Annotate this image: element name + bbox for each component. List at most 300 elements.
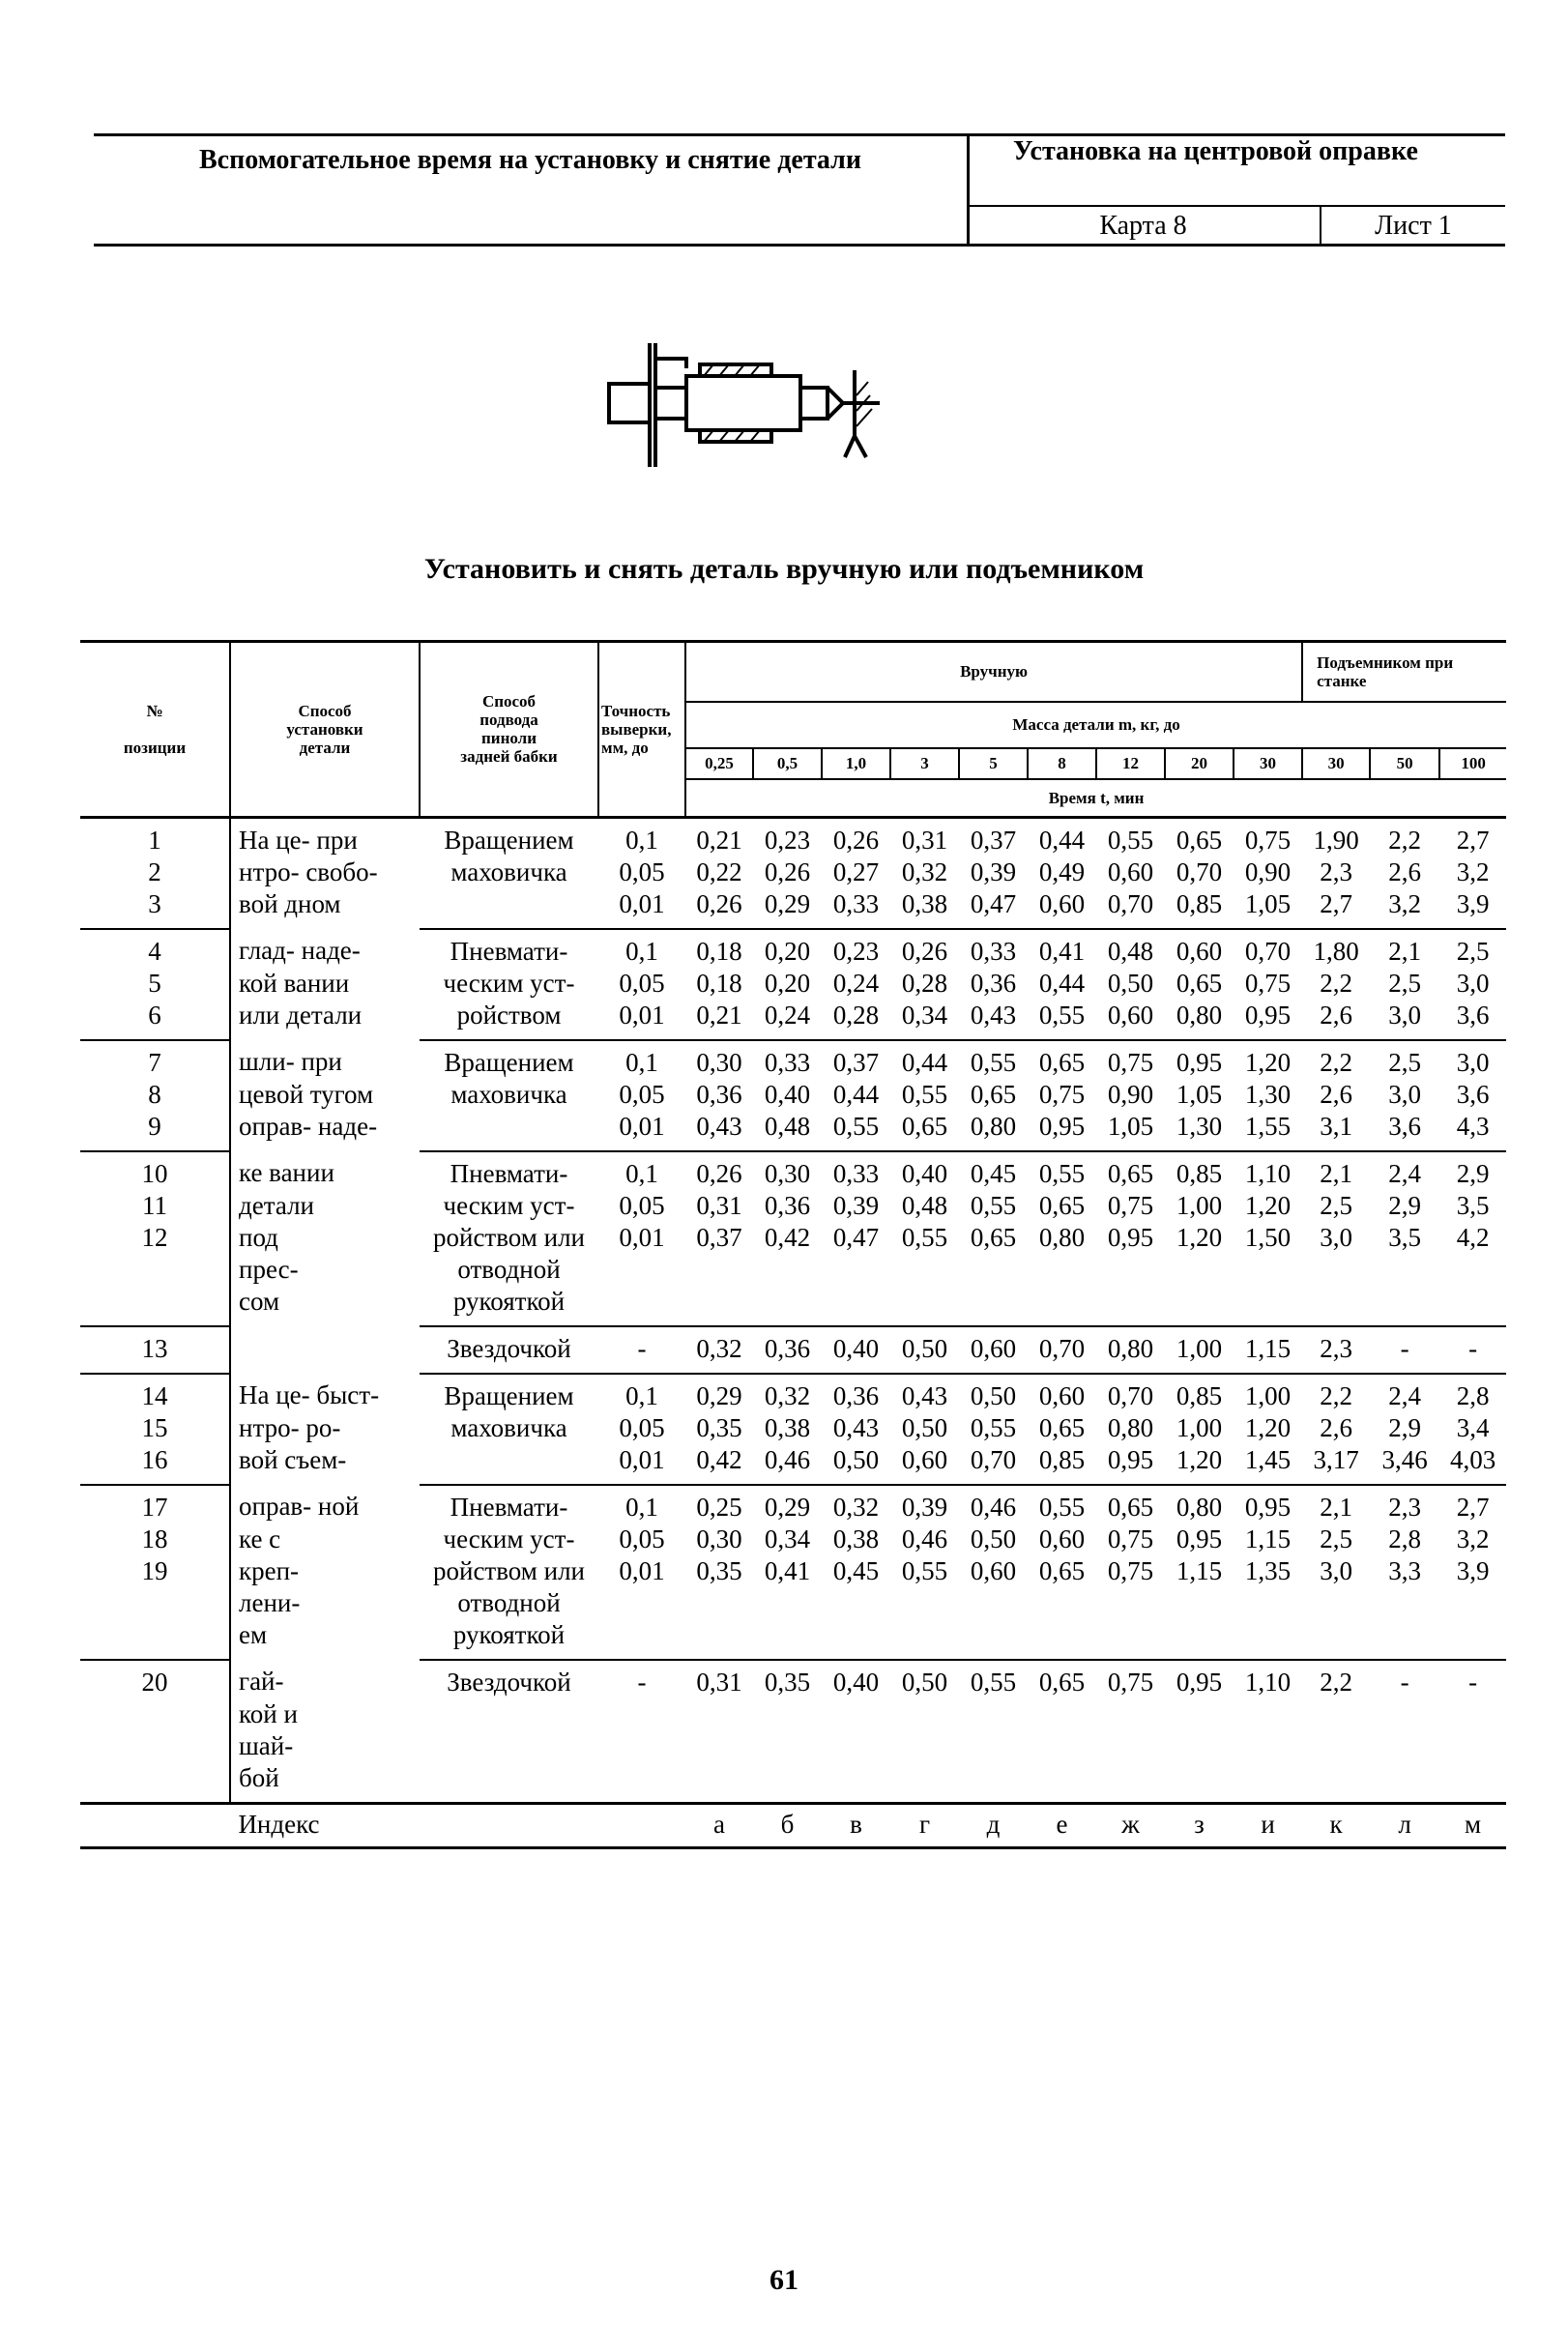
page-number: 61 [769, 2264, 799, 2296]
supply-method-line: отводной [457, 1587, 561, 1617]
time-value: 0,65 [970, 1079, 1017, 1109]
time-value: 2,6 [1320, 1412, 1352, 1442]
time-value: 0,46 [970, 1492, 1017, 1522]
time-value: 0,95 [1107, 1222, 1154, 1252]
time-value: 1,30 [1176, 1111, 1223, 1141]
time-value: 1,15 [1244, 1524, 1292, 1553]
install-method-line: гай- [239, 1666, 284, 1696]
time-value: 0,75 [1038, 1079, 1086, 1109]
time-value: 1,30 [1244, 1079, 1292, 1109]
time-value: 3,0 [1320, 1222, 1352, 1252]
accuracy-value: 0,1 [625, 1047, 658, 1077]
time-value: 3,2 [1388, 888, 1421, 918]
time-value: 1,20 [1244, 1412, 1292, 1442]
accuracy-value: 0,1 [625, 936, 658, 966]
install-method-line: вой съем- [239, 1444, 347, 1474]
time-value: 0,29 [764, 1492, 811, 1522]
time-value: 3,2 [1456, 856, 1490, 886]
time-value: 0,34 [901, 1000, 948, 1030]
time-value: 0,18 [696, 936, 742, 966]
time-value: 1,00 [1176, 1333, 1223, 1363]
header-manual: Вручную [960, 662, 1029, 682]
time-value: 0,33 [970, 936, 1017, 966]
index-letter: м [1465, 1809, 1482, 1839]
time-value: 0,80 [1176, 1492, 1223, 1522]
supply-method-line: маховичка [450, 1412, 567, 1442]
index-row [80, 1803, 1506, 1847]
time-value: 0,26 [696, 1158, 742, 1188]
time-value: 1,00 [1176, 1412, 1223, 1442]
time-value: 0,33 [764, 1047, 811, 1077]
time-value: 0,23 [764, 825, 811, 855]
time-value: 0,39 [901, 1492, 948, 1522]
time-value: 0,48 [764, 1111, 811, 1141]
time-value: 0,32 [832, 1492, 880, 1522]
time-value: 0,55 [901, 1222, 948, 1252]
time-value: 0,55 [832, 1111, 880, 1141]
time-norms-table [80, 640, 1506, 1849]
time-value: 0,37 [696, 1222, 742, 1252]
time-value: 4,03 [1449, 1444, 1496, 1474]
time-value: 0,42 [764, 1222, 811, 1252]
table-row [80, 1444, 1506, 1485]
position-number: 16 [141, 1444, 168, 1474]
time-value: 0,65 [1038, 1047, 1086, 1077]
time-value: 0,85 [1176, 1158, 1223, 1188]
time-value: 0,44 [1038, 968, 1086, 998]
time-value: 0,30 [764, 1158, 811, 1188]
time-value: 0,80 [1176, 1000, 1223, 1030]
install-method-line: ем [239, 1619, 268, 1649]
time-value: 1,20 [1244, 1190, 1292, 1220]
time-value: 0,60 [901, 1444, 948, 1474]
time-value: 0,65 [1038, 1412, 1086, 1442]
time-value: 2,4 [1388, 1380, 1421, 1410]
time-value: 0,80 [1038, 1222, 1086, 1252]
time-value: 2,1 [1320, 1492, 1352, 1522]
table-row [80, 1040, 1506, 1079]
time-value: 0,47 [832, 1222, 880, 1252]
position-number: 2 [148, 856, 161, 886]
table-row [80, 1412, 1506, 1444]
time-value: 0,70 [1244, 936, 1292, 966]
position-number: 13 [141, 1333, 168, 1363]
time-value: 0,32 [696, 1333, 742, 1363]
time-value: 0,50 [1107, 968, 1154, 998]
time-value: - [1468, 1667, 1478, 1697]
time-value: 0,35 [764, 1667, 811, 1697]
position-number: 9 [148, 1111, 161, 1141]
time-value: 0,55 [970, 1047, 1017, 1077]
time-value: 0,60 [1038, 1380, 1086, 1410]
mass-value: 0,5 [776, 754, 799, 772]
time-value: 1,10 [1244, 1667, 1292, 1697]
accuracy-value: - [637, 1667, 647, 1697]
time-value: 1,45 [1244, 1444, 1292, 1474]
install-method-line: нтро- свобо- [239, 856, 378, 886]
time-value: 0,75 [1107, 1667, 1154, 1697]
time-value: 0,31 [696, 1190, 742, 1220]
index-letter: к [1329, 1809, 1343, 1839]
position-number: 17 [141, 1492, 168, 1522]
position-number: 12 [141, 1222, 168, 1252]
header-no: № [146, 701, 163, 720]
table-row [80, 888, 1506, 929]
mass-value: 20 [1191, 754, 1207, 772]
supply-method-line: маховичка [450, 856, 567, 886]
time-value: 0,55 [1038, 1000, 1086, 1030]
supply-method-line: Пневмати- [450, 1492, 568, 1522]
time-value: 0,41 [1038, 936, 1086, 966]
table-row [80, 929, 1506, 968]
table-row [80, 1698, 1506, 1730]
accuracy-value: - [637, 1333, 647, 1363]
time-value: 0,55 [970, 1667, 1017, 1697]
time-value: 0,36 [970, 968, 1017, 998]
time-value: 2,5 [1320, 1190, 1352, 1220]
time-value: 3,2 [1456, 1524, 1490, 1553]
time-value: 0,55 [970, 1412, 1017, 1442]
time-value: 0,55 [1038, 1492, 1086, 1522]
time-value: 2,9 [1388, 1190, 1421, 1220]
position-number: 15 [141, 1412, 168, 1442]
accuracy-value: 0,05 [619, 1412, 665, 1442]
table-row [80, 1524, 1506, 1555]
time-value: 2,5 [1456, 936, 1490, 966]
time-value: 2,3 [1320, 856, 1352, 886]
time-value: 0,75 [1107, 1555, 1154, 1585]
install-method-line: сом [239, 1286, 280, 1316]
time-value: 0,38 [832, 1524, 880, 1553]
time-value: 0,60 [970, 1333, 1017, 1363]
time-value: 0,60 [1107, 1000, 1154, 1030]
time-value: 0,44 [832, 1079, 880, 1109]
time-value: 0,36 [832, 1380, 880, 1410]
position-number-header [80, 642, 230, 818]
time-value: 3,5 [1456, 1190, 1490, 1220]
time-value: 0,20 [764, 968, 811, 998]
mass-value-cell [1439, 748, 1506, 779]
index-letter: г [918, 1809, 931, 1839]
install-method-line: оправ- ной [239, 1491, 360, 1521]
time-value: 0,23 [832, 936, 880, 966]
mass-value: 1,0 [845, 754, 867, 772]
time-value: 0,60 [1107, 856, 1154, 886]
time-value: 0,90 [1107, 1079, 1154, 1109]
time-value: 3,5 [1388, 1222, 1421, 1252]
time-value: 2,6 [1388, 856, 1421, 886]
supply-method-line: маховичка [450, 1079, 567, 1109]
time-value: 3,6 [1388, 1111, 1421, 1141]
time-value: 0,36 [696, 1079, 742, 1109]
time-value: 0,38 [764, 1412, 811, 1442]
time-value: 0,21 [696, 825, 742, 855]
time-value: 0,30 [696, 1524, 742, 1553]
time-value: 0,37 [832, 1047, 880, 1077]
time-value: 3,1 [1320, 1111, 1352, 1141]
time-value: 2,7 [1456, 825, 1490, 855]
index-letter: в [850, 1809, 862, 1839]
time-value: 1,05 [1176, 1079, 1223, 1109]
time-value: 0,32 [901, 856, 948, 886]
time-value: 0,18 [696, 968, 742, 998]
time-value: 0,95 [1038, 1111, 1086, 1141]
time-value: 0,28 [901, 968, 948, 998]
position-number: 10 [141, 1158, 168, 1188]
supply-method-line: Пневмати- [450, 1158, 568, 1188]
time-value: 0,65 [970, 1222, 1017, 1252]
table-row [80, 1555, 1506, 1587]
accuracy-value: 0,05 [619, 968, 665, 998]
time-value: 0,48 [901, 1190, 948, 1220]
header-time: Время t, мин [1048, 788, 1145, 807]
time-value: 0,29 [764, 888, 811, 918]
time-value: 1,50 [1244, 1222, 1292, 1252]
time-value: 0,27 [832, 856, 880, 886]
time-value: 3,9 [1456, 1555, 1490, 1585]
time-value: 0,75 [1107, 1047, 1154, 1077]
time-value: 0,55 [1107, 825, 1154, 855]
setup-scheme-diagram [599, 343, 880, 474]
time-value: 1,00 [1176, 1190, 1223, 1220]
mass-value-cell [753, 748, 822, 779]
accuracy-value: 0,05 [619, 1079, 665, 1109]
time-value: 0,26 [901, 936, 948, 966]
time-value: 0,48 [1107, 936, 1154, 966]
time-value: 2,7 [1456, 1492, 1490, 1522]
supply-method-line: ческим уст- [443, 968, 575, 998]
position-number: 11 [142, 1190, 167, 1220]
time-value: 0,38 [901, 888, 948, 918]
install-method-line: глад- наде- [239, 935, 361, 965]
mass-value-cell [1370, 748, 1439, 779]
time-value: 0,35 [696, 1412, 742, 1442]
manual-header [685, 642, 1302, 702]
time-value: 1,35 [1244, 1555, 1292, 1585]
time-value: 0,80 [1107, 1412, 1154, 1442]
time-value: 0,26 [696, 888, 742, 918]
position-number: 19 [141, 1555, 168, 1585]
time-value: 3,9 [1456, 888, 1490, 918]
install-method-line: кой вании [239, 968, 350, 998]
install-method-line: лени- [239, 1587, 301, 1617]
table-row [80, 1286, 1506, 1326]
position-number: 14 [141, 1380, 168, 1410]
supply-method-line: рукояткой [452, 1286, 566, 1316]
mass-value: 8 [1058, 754, 1066, 772]
install-method-line: ке вании [239, 1157, 334, 1187]
time-value: 0,49 [1038, 856, 1086, 886]
time-value: 1,20 [1244, 1047, 1292, 1077]
accuracy-value: 0,05 [619, 1524, 665, 1553]
time-value: 0,70 [1107, 1380, 1154, 1410]
time-value: 0,50 [901, 1667, 948, 1697]
time-value: 2,8 [1388, 1524, 1421, 1553]
time-value: 0,46 [764, 1444, 811, 1474]
time-value: 0,26 [764, 856, 811, 886]
table-subtitle: Установить и снять деталь вручную или подъемником [423, 553, 1145, 585]
table-row [80, 1660, 1506, 1698]
time-value: 0,31 [901, 825, 948, 855]
time-value: 0,50 [970, 1524, 1017, 1553]
time-value: 0,95 [1176, 1524, 1223, 1553]
time-value: 1,15 [1244, 1333, 1292, 1363]
time-value: 0,32 [764, 1380, 811, 1410]
install-method-line: шай- [239, 1730, 294, 1760]
table-row [80, 1151, 1506, 1190]
time-value: 0,42 [696, 1444, 742, 1474]
install-method-line: оправ- наде- [239, 1111, 378, 1141]
time-value: 1,80 [1313, 936, 1359, 966]
time-value: 0,36 [764, 1333, 811, 1363]
time-value: 1,20 [1176, 1222, 1223, 1252]
time-value: 0,55 [901, 1079, 948, 1109]
install-method-header [230, 642, 420, 818]
time-value: - [1468, 1333, 1478, 1363]
time-value: 0,30 [696, 1047, 742, 1077]
time-value: 1,20 [1176, 1444, 1223, 1474]
table-row [80, 968, 1506, 1000]
accuracy-value: 0,01 [619, 1222, 665, 1252]
supply-method-line: ческим уст- [443, 1190, 575, 1220]
time-value: 0,65 [901, 1111, 948, 1141]
time-value: 1,90 [1313, 825, 1359, 855]
mass-value: 50 [1396, 754, 1413, 772]
time-value: 3,0 [1388, 1079, 1421, 1109]
install-method-line: На це- при [239, 825, 358, 855]
header-no-caption: позиции [123, 738, 187, 757]
time-value: 3,17 [1313, 1444, 1359, 1474]
sheet-number: Лист 1 [1375, 211, 1452, 241]
table-row [80, 817, 1506, 856]
time-value: 3,0 [1388, 1000, 1421, 1030]
time-value: 0,34 [764, 1524, 811, 1553]
index-letter: е [1056, 1809, 1068, 1839]
install-method-line: прес- [239, 1254, 299, 1284]
mass-value: 0,25 [705, 754, 734, 772]
time-value: 0,43 [832, 1412, 880, 1442]
table-row [80, 1111, 1506, 1151]
mass-value: 30 [1260, 754, 1277, 772]
time-value: 2,7 [1320, 888, 1352, 918]
time-value: 3,6 [1456, 1000, 1490, 1030]
time-value: 2,5 [1388, 968, 1421, 998]
time-value: 0,46 [901, 1524, 948, 1553]
time-value: 0,55 [1038, 1158, 1086, 1188]
time-value: 0,70 [1038, 1333, 1086, 1363]
time-value: 0,44 [1038, 825, 1086, 855]
table-row [80, 1222, 1506, 1254]
mass-value: 100 [1461, 754, 1486, 772]
mass-value: 30 [1327, 754, 1345, 772]
accuracy-value: 0,01 [619, 1000, 665, 1030]
time-value: 0,47 [970, 888, 1017, 918]
table-row [80, 1587, 1506, 1619]
time-value: 0,24 [764, 1000, 811, 1030]
time-value: 0,65 [1038, 1667, 1086, 1697]
position-number: 18 [141, 1524, 168, 1553]
install-method-line: бой [239, 1762, 279, 1792]
position-number: 4 [148, 936, 161, 966]
supply-method-line: Пневмати- [450, 936, 568, 966]
accuracy-value: 0,1 [625, 1158, 658, 1188]
time-value: 2,2 [1320, 968, 1352, 998]
position-number: 3 [148, 888, 161, 918]
time-value: 0,60 [1038, 888, 1086, 918]
header-mass: Масса детали m, кг, до [1012, 715, 1180, 734]
time-value: 0,75 [1107, 1524, 1154, 1553]
time-value: 0,60 [1038, 1524, 1086, 1553]
time-value: 0,40 [764, 1079, 811, 1109]
supply-method-line: ческим уст- [443, 1524, 575, 1553]
table-row [80, 1762, 1506, 1804]
time-value: 0,43 [901, 1380, 948, 1410]
time-value: 0,33 [832, 1158, 880, 1188]
time-value: 0,50 [832, 1444, 880, 1474]
time-value: 0,44 [901, 1047, 948, 1077]
time-value: 0,65 [1107, 1492, 1154, 1522]
time-value: 0,50 [901, 1333, 948, 1363]
install-method-line: кой и [239, 1698, 298, 1728]
supply-method-line: отводной [457, 1254, 561, 1284]
time-value: 0,95 [1244, 1000, 1292, 1030]
position-number: 1 [148, 825, 161, 855]
position-number: 20 [141, 1667, 168, 1697]
install-method-line: ке с [239, 1524, 281, 1553]
time-value: 0,65 [1176, 968, 1223, 998]
table-row [80, 1326, 1506, 1374]
time-value: 0,65 [1176, 825, 1223, 855]
mass-value-cell [1302, 748, 1370, 779]
install-method-line: под [239, 1222, 278, 1252]
time-value: 3,46 [1381, 1444, 1428, 1474]
time-value: 0,60 [970, 1555, 1017, 1585]
time-value: 0,55 [970, 1190, 1017, 1220]
card-number: Карта 8 [1099, 211, 1187, 241]
accuracy-value: 0,1 [625, 1380, 658, 1410]
time-value: 3,0 [1456, 968, 1490, 998]
time-value: 1,05 [1107, 1111, 1154, 1141]
supply-method-line: Вращением [444, 825, 574, 855]
time-value: 0,25 [696, 1492, 742, 1522]
time-value: 2,9 [1388, 1412, 1421, 1442]
time-value: 2,2 [1388, 825, 1421, 855]
time-value: 0,20 [764, 936, 811, 966]
header-hoist: Подъемником при станке [1317, 653, 1454, 690]
mass-value-cell [822, 748, 890, 779]
time-value: 0,40 [901, 1158, 948, 1188]
mass-value-cell [685, 748, 753, 779]
index-letter: и [1261, 1809, 1275, 1839]
time-value: 0,43 [970, 1000, 1017, 1030]
time-value: 0,39 [970, 856, 1017, 886]
supply-method-line: рукояткой [452, 1619, 566, 1649]
time-value: 3,0 [1456, 1047, 1490, 1077]
mass-value: 3 [920, 754, 929, 772]
mass-value: 5 [989, 754, 998, 772]
time-value: 2,1 [1388, 936, 1421, 966]
table-row [80, 1374, 1506, 1412]
table-row [80, 856, 1506, 888]
time-value: 0,28 [832, 1000, 880, 1030]
install-method-line: вой дном [239, 888, 341, 918]
time-value: 4,2 [1456, 1222, 1490, 1252]
time-value: 2,9 [1456, 1158, 1490, 1188]
time-value: 0,37 [970, 825, 1017, 855]
time-value: 0,60 [1176, 936, 1223, 966]
time-value: 0,70 [1107, 888, 1154, 918]
table-row [80, 1254, 1506, 1286]
